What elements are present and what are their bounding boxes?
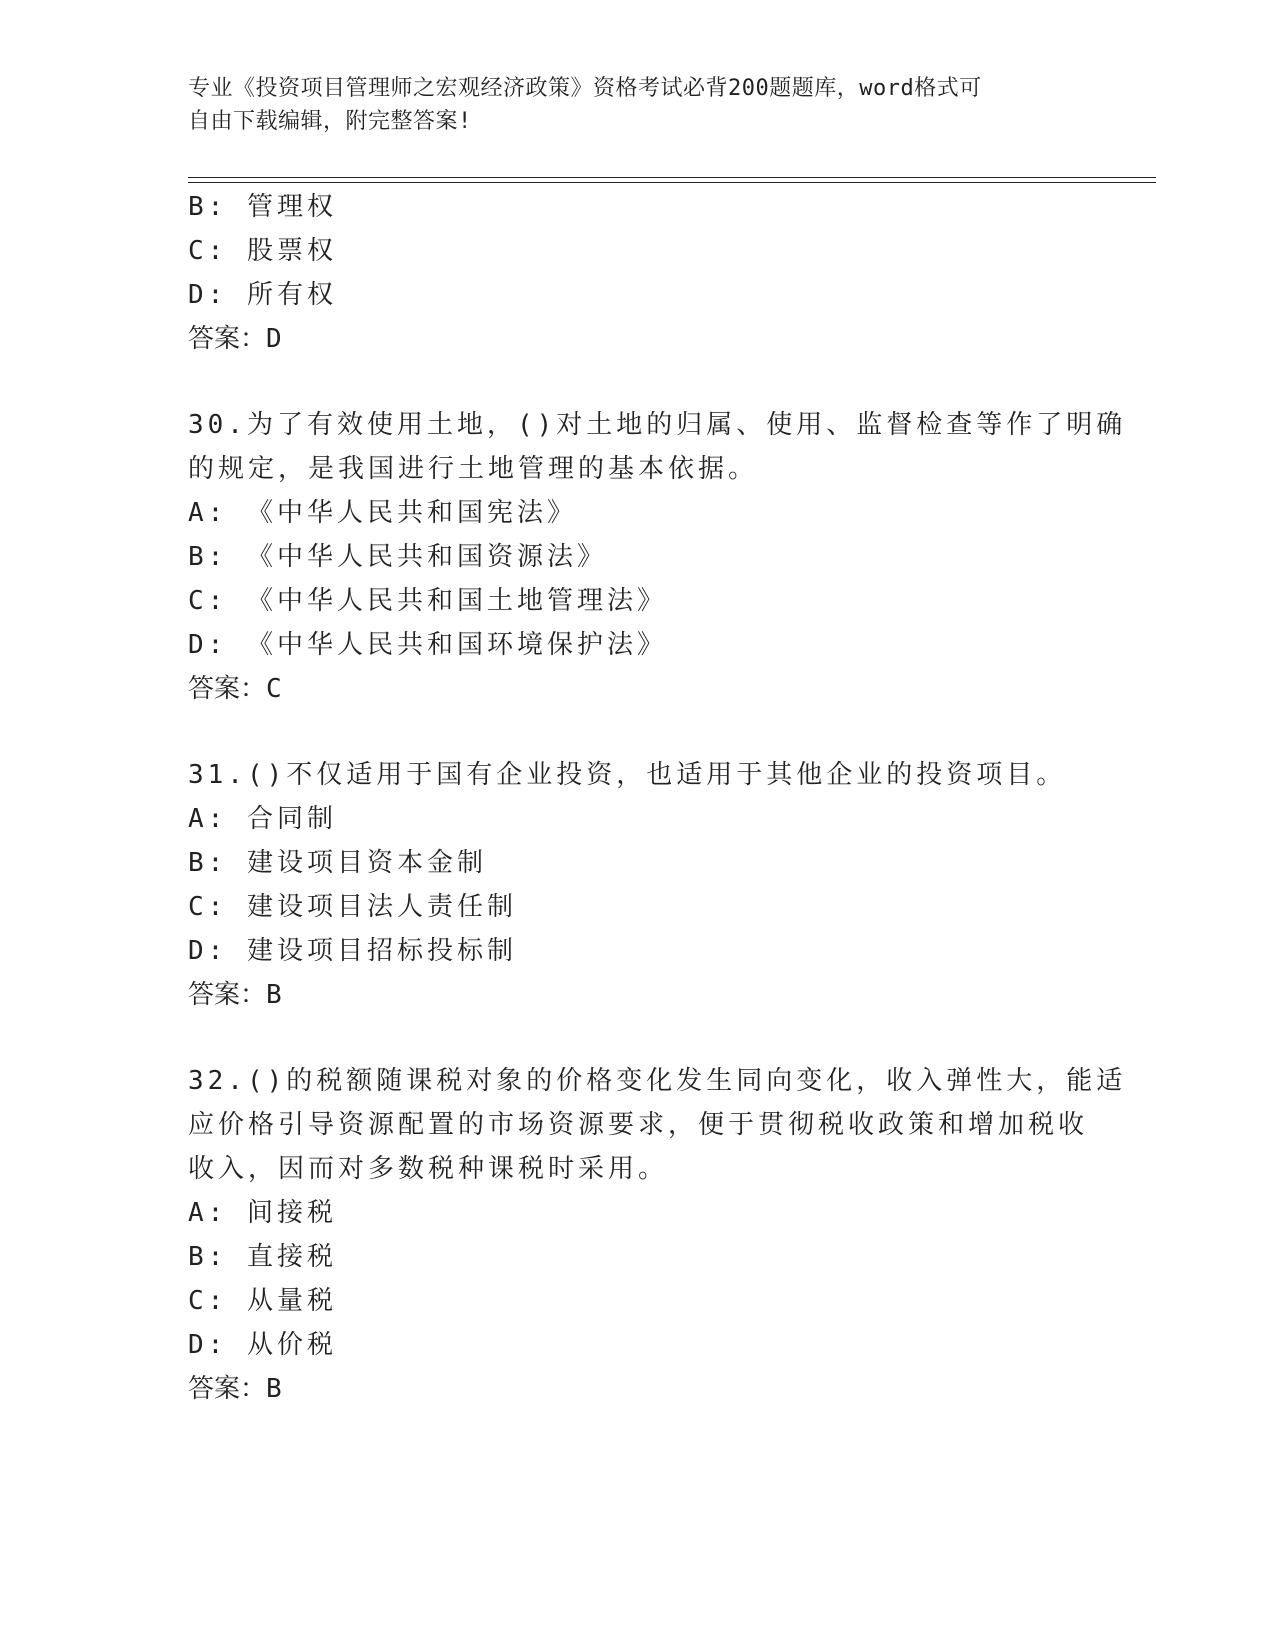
option-b: B: 管理权 [188,192,337,222]
option-d: D: 《中华人民共和国环境保护法》 [188,630,667,660]
answer-value: C [266,674,282,704]
option-b: B: 《中华人民共和国资源法》 [188,542,607,572]
option-d: D: 从价税 [188,1330,337,1360]
option-c: C: 从量税 [188,1286,337,1316]
answer-line [188,974,1088,1011]
option-c: C: 建设项目法人责任制 [188,892,517,922]
header-line-1: 专业《投资项目管理师之宏观经济政策》资格考试必背200题题库，word格式可 [188,76,982,101]
question-stem-line: 30.为了有效使用土地，()对土地的归属、使用、监督检查等作了明确 [188,410,1127,440]
answer-line [188,1368,1088,1405]
answer-label: 答案： [188,980,267,1010]
answer-label: 答案： [188,1374,267,1404]
header-divider-top [188,177,1156,178]
answer-label: 答案： [188,674,267,704]
answer-value: B [266,980,282,1010]
question-stem-line: 应价格引导资源配置的市场资源要求，便于贯彻税收政策和增加税收 [188,1110,1089,1140]
option-d: D: 建设项目招标投标制 [188,936,517,966]
option-a: A: 《中华人民共和国宪法》 [188,498,577,528]
document-header [188,72,1088,138]
option-b: B: 直接税 [188,1242,337,1272]
answer-value: D [266,324,282,354]
answer-label: 答案： [188,324,267,354]
question-stem-line: 收入，因而对多数税种课税时采用。 [188,1154,669,1184]
option-b: B: 建设项目资本金制 [188,848,487,878]
option-a: A: 间接税 [188,1198,337,1228]
answer-line [188,318,1088,355]
option-c: C: 《中华人民共和国土地管理法》 [188,586,667,616]
question-stem-line: 32.()的税额随课税对象的价格变化发生同向变化，收入弹性大，能适 [188,1066,1127,1096]
option-d: D: 所有权 [188,280,337,310]
header-divider-bottom [188,182,1156,183]
option-a: A: 合同制 [188,804,337,834]
header-line-2: 自由下载编辑，附完整答案! [188,109,472,134]
answer-value: B [266,1374,282,1404]
question-stem-line: 31.()不仅适用于国有企业投资，也适用于其他企业的投资项目。 [188,760,1067,790]
option-c: C: 股票权 [188,236,337,266]
question-stem-line: 的规定，是我国进行土地管理的基本依据。 [188,454,759,484]
answer-line [188,668,1088,705]
